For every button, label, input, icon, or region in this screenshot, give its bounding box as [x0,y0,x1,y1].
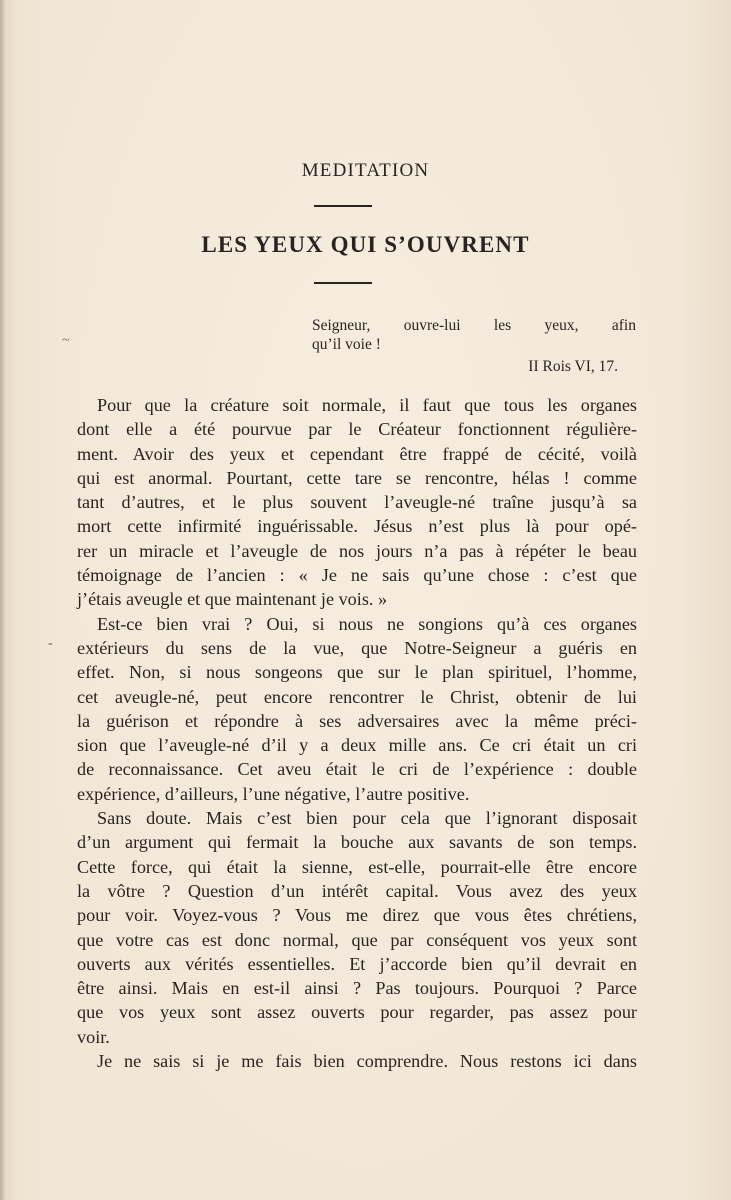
text-line: Cette force, qui était la sienne, est-elle, pourrait-elle être encore [77,856,637,877]
text-line: que votre cas est donc normal, que par conséquent vos yeux sont [77,929,637,950]
text-line: effet. Non, si nous songeons que sur le plan spirituel, l’homme, [77,662,637,683]
margin-tick-mark: ~ [62,333,70,348]
text-line: être ainsi. Mais en est-il ainsi ? Pas toujours. Pourquoi ? Parce [77,978,637,999]
text-line: Est-ce bien vrai ? Oui, si nous ne songions qu’à ces organes [97,613,637,634]
text-line: rer un miracle et l’aveugle de nos jours n’a pas à répéter le beau [77,540,637,561]
text-line: de reconnaissance. Cet aveu était le cri de l’expérience : double [77,759,637,780]
paragraph [77,393,637,612]
text-line: Pour que la créature soit normale, il faut que tous les organes [97,395,637,415]
text-line: expérience, d’ailleurs, l’une négative, l’autre positive. [77,783,470,804]
paragraph [77,1049,637,1073]
epigraph-line: Seigneur, ouvre-lui les yeux, afin [312,317,636,334]
epigraph [312,316,636,376]
paragraph [77,806,637,1049]
epigraph-reference: II Rois VI, 17. [528,358,618,375]
text-line: que vos yeux sont assez ouverts pour regarder, pas assez pour [77,1002,637,1023]
text-line: sion que l’aveugle-né d’il y a deux mille ans. Ce cri était un cri [77,735,637,756]
text-line: témoignage de l’ancien : « Je ne sais qu’une chose : c’est que [77,565,637,586]
text-line: Je ne sais si je me fais bien comprendre. Nous restons ici dans [97,1051,637,1072]
text-line: la vôtre ? Question d’un intérêt capital. Vous avez des yeux [77,880,637,901]
title-divider [314,282,372,284]
header-divider [314,205,372,207]
text-line: dont elle a été pourvue par le Créateur fonctionnent régulière- [77,419,637,440]
text-line: pour voir. Voyez-vous ? Vous me direz que vous êtes chrétiens, [77,905,637,926]
text-line: j’étais aveugle et que maintenant je vois. » [77,589,388,610]
section-header: MEDITATION [301,160,430,181]
paragraph [77,612,637,806]
body-text [77,393,637,1073]
text-line: la guérison et répondre à ses adversaires avec la même préci- [77,710,637,731]
text-line: mort cette infirmité inguérissable. Jésus n’est plus là pour opé- [77,516,637,537]
text-line: tant d’autres, et le plus souvent l’aveugle-né traîne jusqu’à sa [77,492,637,513]
text-line: extérieurs du sens de la vue, que Notre-Seigneur a guéris en [77,637,637,658]
text-line: voir. [77,1026,110,1047]
page-title: LES YEUX QUI S’OUVRENT [201,232,530,257]
text-line: cet aveugle-né, peut encore rencontrer le Christ, obtenir de lui [77,686,637,707]
text-line: qui est anormal. Pourtant, cette tare se rencontre, hélas ! comme [77,467,637,488]
text-line: ment. Avoir des yeux et cependant être frappé de cécité, voilà [77,443,637,464]
text-line: Sans doute. Mais c’est bien pour cela que l’ignorant disposait [97,808,637,829]
text-line: ouverts aux vérités essentielles. Et j’accorde bien qu’il devrait en [77,953,637,974]
epigraph-line: qu’il voie ! [312,336,381,353]
margin-tick-mark: - [48,636,53,651]
text-line: d’un argument qui fermait la bouche aux savants de son temps. [77,832,637,853]
